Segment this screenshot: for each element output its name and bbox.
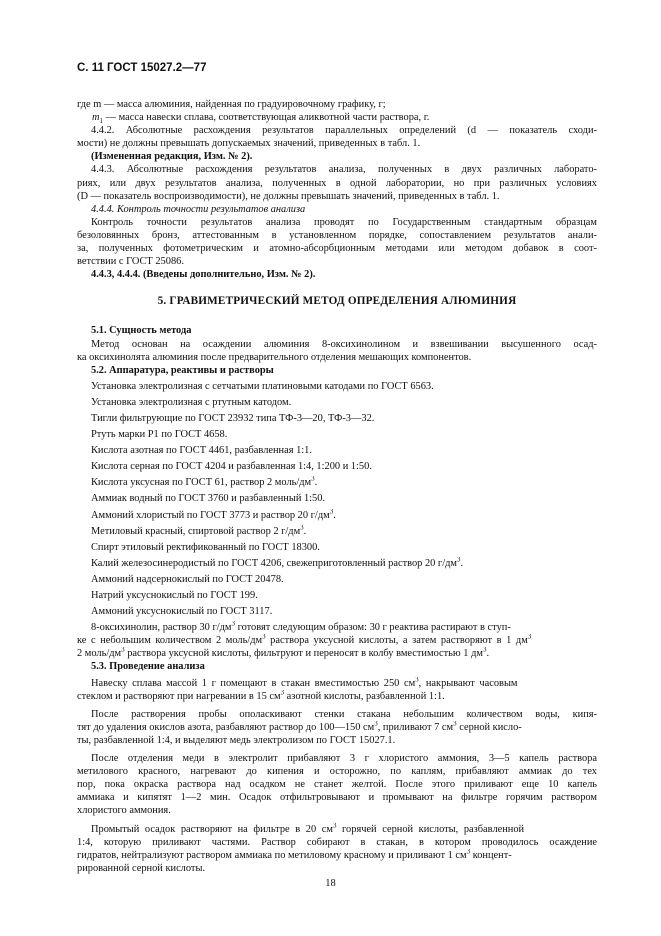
reagent-line: Аммиак водный по ГОСТ 3760 и разбавленный 1:50.: [91, 493, 326, 505]
reagent-line: Спирт этиловый ректификованный по ГОСТ 18300.: [91, 541, 320, 553]
text-line: рированной серной кислоты.: [77, 862, 206, 874]
reagent-line: Кислота серная по ГОСТ 4204 и разбавленная 1:4, 1:200 и 1:50.: [91, 461, 372, 473]
text-line: риях, или двух результатов анализа, полученных в одной лаборатории, но при различных условиях: [77, 177, 597, 189]
text-line: гидратов, нейтрализуют раствором аммиака по метиловому красному и приливают 1 $см^3$ концент-: [77, 848, 512, 861]
symbol-m1: m: [92, 112, 100, 124]
text-line: тят до удаления окислов азота, разбавляют раствор до 100—150 $см^3$, приливают 7 $см^3$ серной кисло-: [77, 720, 522, 733]
text-line: аммиака и кипятят 1—2 мин. Осадок отфильтровывают и промывают на фильтре горячим раствором: [77, 792, 597, 804]
text-line: 2 моль/$дм^3$ раствора уксусной кислоты, фильтруют и переносят в колбу вместимостью 1 $дм^3$.: [77, 647, 490, 660]
text-line: 1:4, которую приливают частями. Раствор собирают в стакан, в котором проводилось осаждение: [77, 836, 597, 848]
subsection-title: 5.3. Проведение анализа: [91, 661, 205, 673]
text-line: метилового красного, нагревают до кипения и осторожно, по каплям, прибавляют аммиак до тех: [77, 766, 597, 778]
text-line: ка оксихинолята алюминия после предварительного отделения мешающих компонентов.: [77, 351, 472, 363]
text-line: Навеску сплава массой 1 г помещают в стакан вместимостью 250 $см^3$, накрывают часовым: [91, 676, 518, 689]
text-line: мости) не должны превышать допускаемых значений, приведенных в табл. 1.: [77, 138, 421, 150]
text-line: Контроль точности результатов анализа проводят по Государственным стандартным образцам: [91, 216, 597, 228]
text-line: хлористого аммония.: [77, 805, 171, 817]
page-header: С. 11 ГОСТ 15027.2—77: [77, 62, 207, 74]
text-line: пор, пока окраска раствора над осадком не станет желтой. После этого приливают еще 10 капель: [77, 779, 597, 791]
page-content: [77, 98, 597, 875]
page-number: 18: [325, 878, 336, 889]
text-line: ветствии с ГОСТ 25086.: [77, 256, 184, 268]
text-line: Метод основан на осаждении алюминия 8-оксихинолином и взвешивании высушенного осад-: [91, 338, 597, 350]
text-line: 8-оксихинолин, раствор 30 $г/дм^3$ готовят следующим образом: 30 г реактива растирают в ступ-: [91, 621, 511, 634]
amendment-note: 4.4.3, 4.4.4. (Введены дополнительно, Изм. № 2).: [91, 269, 316, 281]
text-line: (D — показатель воспроизводимости), не должны превышать значений, приведенных в табл. 1.: [77, 190, 500, 202]
text-line: безоловянных бронз, аттестованным в установленном порядке, сопоставлением результатов анали-: [77, 229, 597, 241]
reagent-line: Установка электролизная с ртутным катодом.: [91, 396, 292, 408]
text-line: где m — масса алюминия, найденная по градуировочному графику, г;: [77, 99, 386, 110]
subsection-title: 4.4.4. Контроль точности результатов анализа: [91, 203, 306, 215]
text-line: Промытый осадок растворяют на фильтре в 20 $см^3$ горячей серной кислоты, разбавленной: [91, 822, 525, 835]
reagent-line: Калий железосинеродистый по ГОСТ 4206, свежеприготовленный раствор 20 $г/дм^3$.: [91, 556, 464, 569]
text-line: стеклом и растворяют при нагревании в 15 $см^3$ азотной кислоты, разбавленной 1:1.: [77, 689, 445, 702]
section-heading: 5. ГРАВИМЕТРИЧЕСКИЙ МЕТОД ОПРЕДЕЛЕНИЯ АЛЮМИНИЯ: [157, 295, 517, 308]
reagent-line: Кислота уксусная по ГОСТ 61, раствор 2 моль/$дм^3$.: [91, 476, 318, 489]
text-line: После отделения меди в электролит прибавляют 3 г хлористого аммония, 3—5 капель раствора: [91, 753, 597, 765]
amendment-note: (Измененная редакция, Изм. № 2).: [91, 151, 253, 163]
reagent-line: Кислота азотная по ГОСТ 4461, разбавленная 1:1.: [91, 445, 312, 457]
reagent-line: Установка электролизная с сетчатыми платиновыми катодами по ГОСТ 6563.: [91, 380, 434, 392]
reagent-line: Метиловый красный, спиртовой раствор 2 $г/дм^3$.: [91, 524, 307, 537]
subsection-title: 5.2. Аппаратура, реактивы и растворы: [91, 364, 274, 376]
text-line: $m_1$ — масса навески сплава, соответствующая аликвотной части раствора, г.: [92, 112, 430, 125]
subsection-title: 5.1. Сущность метода: [91, 325, 192, 337]
text-line: После растворения пробы ополаскивают стенки стакана небольшим количеством воды, кипя-: [91, 708, 597, 720]
text-line: ты, разбавленной 1:4, и выделяют медь электролизом по ГОСТ 15027.1.: [77, 734, 396, 746]
text-line: 4.4.2. Абсолютные расхождения результатов параллельных определений (d — показатель сходи-: [91, 125, 597, 137]
reagent-line: Натрий уксуснокислый по ГОСТ 199.: [91, 590, 258, 601]
text-line: 4.4.3. Абсолютные расхождения результатов анализа, полученных в двух различных лаборато-: [91, 164, 597, 176]
reagent-line: Ртуть марки Р1 по ГОСТ 4658.: [91, 429, 228, 441]
reagent-line: Тигли фильтрующие по ГОСТ 23932 типа ТФ-3—20, ТФ-3—32.: [91, 412, 375, 424]
text-line: за, полученных фотометрическим и атомно-абсорбционным методами или методом добавок в соот-: [77, 243, 597, 255]
reagent-line: Аммоний хлористый по ГОСТ 3773 и раствор 20 $г/дм^3$.: [91, 508, 336, 521]
text-line: ке с небольшим количеством 2 моль/$дм^3$ раствора уксусной кислоты, а затем растворяют в 1 $дм^3$: [77, 634, 532, 647]
reagent-line: Аммоний уксуснокислый по ГОСТ 3117.: [91, 606, 273, 618]
reagent-line: Аммоний надсернокислый по ГОСТ 20478.: [91, 573, 284, 585]
